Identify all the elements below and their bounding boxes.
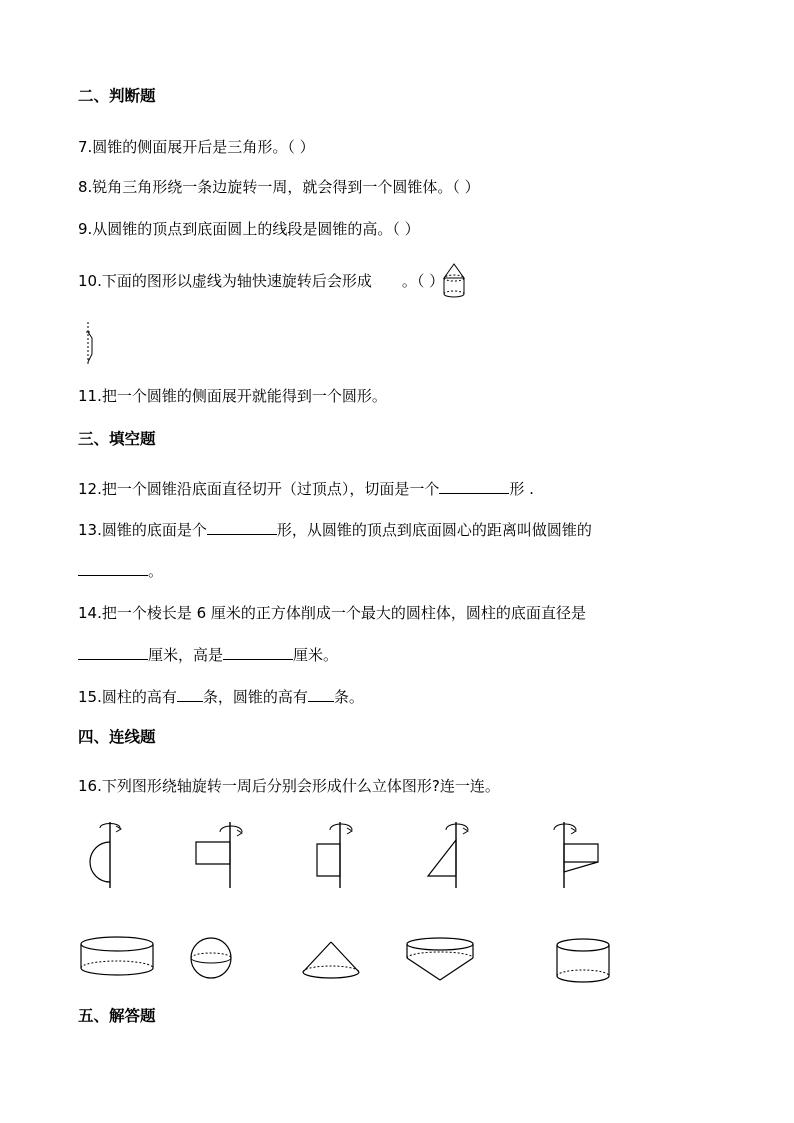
answer-blank[interactable] — [177, 687, 203, 702]
answer-blank[interactable] — [78, 561, 148, 576]
semicircle-shape[interactable] — [84, 818, 130, 890]
question-10 — [78, 271, 444, 291]
question-15: 15.圆柱的高有 条，圆锥的高有 条。 — [78, 688, 364, 706]
triangle-shape[interactable] — [424, 818, 476, 890]
question-14-continued: 厘米，高是 厘米。 — [78, 645, 338, 665]
answer-blank[interactable] — [207, 520, 277, 535]
section-title-judge: 二、判断题 — [78, 87, 156, 105]
question-10-text: 10.下面的图形以虚线为轴快速旋转后会形成 — [78, 272, 372, 290]
answer-blank[interactable] — [439, 479, 509, 494]
rectangle-left-shape[interactable] — [192, 818, 244, 890]
rectangle-right-shape[interactable] — [312, 818, 356, 890]
question-7: 7.圆锥的侧面展开后是三角形。（ ） — [78, 138, 315, 156]
rotation-shape-icon — [80, 322, 100, 366]
section-title-answer: 五、解答题 — [78, 1007, 156, 1025]
rectangle-triangle-shape[interactable] — [548, 818, 604, 890]
section-title-match: 四、连线题 — [78, 728, 156, 746]
tall-cylinder[interactable] — [554, 936, 612, 986]
question-9: 9.从圆锥的顶点到底面圆上的线段是圆锥的高。（ ） — [78, 220, 420, 238]
answer-blank[interactable] — [308, 687, 334, 702]
question-13: 13.圆锥的底面是个 形，从圆锥的顶点到底面圆心的距离叫做圆锥的 — [78, 521, 592, 539]
question-14: 14.把一个棱长是 6 厘米的正方体削成一个最大的圆柱体，圆柱的底面直径是 — [78, 604, 586, 622]
flat-cylinder[interactable] — [78, 934, 156, 980]
question-13-continued: 。 — [78, 561, 163, 581]
question-11: 11.把一个圆锥的侧面展开就能得到一个圆形。 — [78, 387, 387, 405]
answer-blank[interactable] — [223, 645, 293, 660]
cylinder-with-cone[interactable] — [404, 934, 476, 984]
sphere[interactable] — [188, 936, 234, 982]
cone-on-cylinder-icon — [441, 262, 467, 302]
question-10-bracket: 。（ ） — [401, 272, 445, 290]
answer-blank[interactable] — [78, 645, 148, 660]
question-16: 16.下列图形绕轴旋转一周后分别会形成什么立体图形?连一连。 — [78, 777, 500, 795]
question-8: 8.锐角三角形绕一条边旋转一周，就会得到一个圆锥体。（ ） — [78, 178, 480, 196]
cone[interactable] — [300, 938, 362, 982]
section-title-fill: 三、填空题 — [78, 430, 156, 448]
question-12: 12.把一个圆锥沿底面直径切开（过顶点），切面是一个 形 . — [78, 480, 534, 498]
